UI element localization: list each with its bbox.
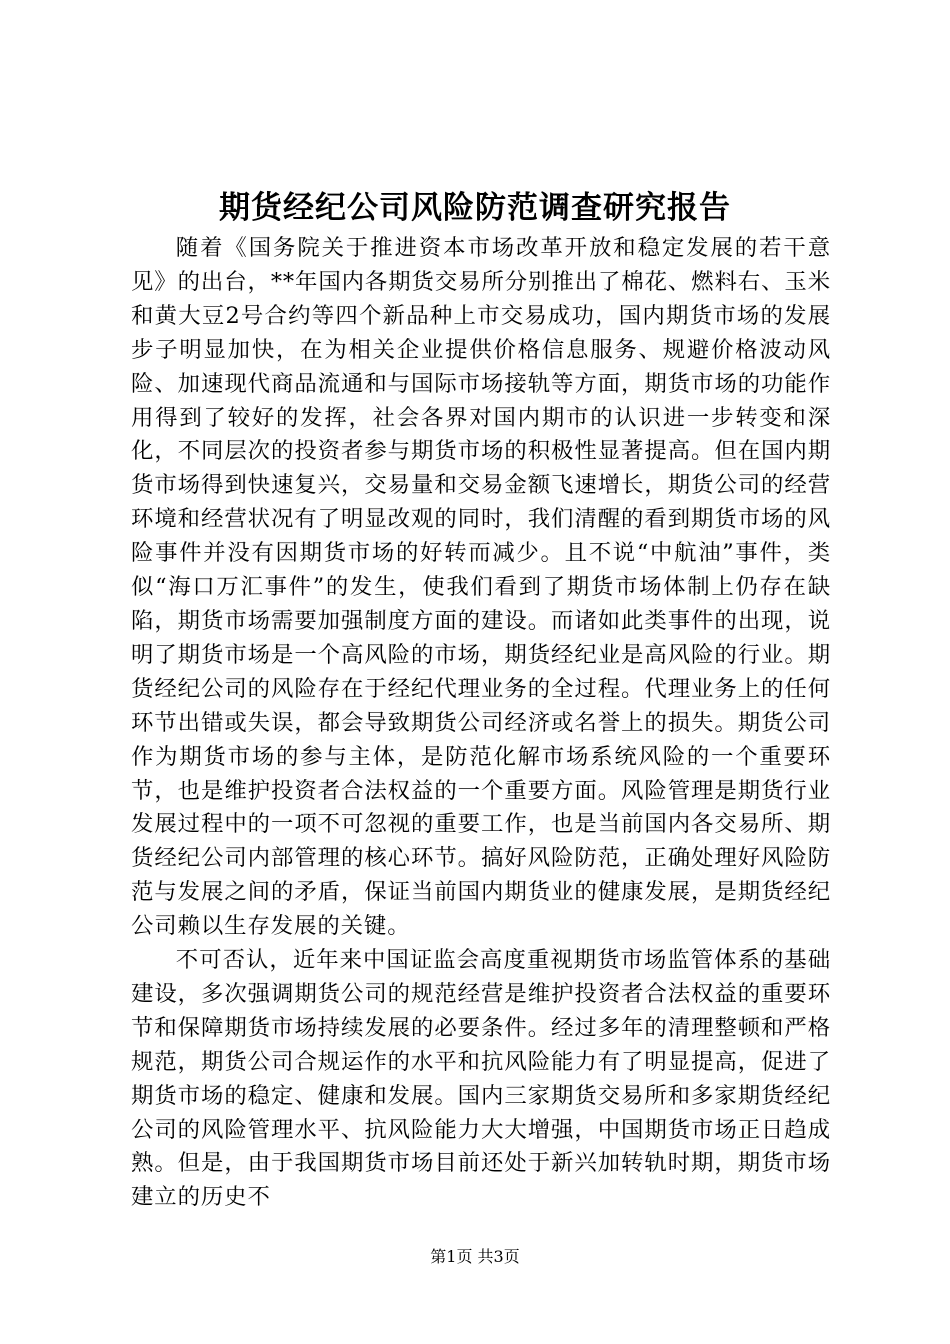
page-number-footer: 第1页 共3页 — [430, 1247, 520, 1266]
paragraph-2: 不可否认，近年来中国证监会高度重视期货市场监管体系的基础建设，多次强调期货公司的规范经营是维护投资者合法权益的重要环节和保障期货市场持续发展的必要条件。经过多年的清理整顿和严格规范，期货公司合规运作的水平和抗风险能力有了明显提高，促进了期货市场的稳定、健康和发展。国内三家期货交易所和多家期货经纪公司的风险管理水平、抗风险能力大大增强，中国期货市场正日趋成熟。但是，由于我国期货市场目前还处于新兴加转轨时期，期货市场建立的历史不 — [131, 947, 831, 1211]
document-title: 期货经纪公司风险防范调查研究报告 — [219, 190, 731, 226]
document-body — [131, 232, 831, 1215]
paragraph-1: 随着《国务院关于推进资本市场改革开放和稳定发展的若干意见》的出台，**年国内各期货交易所分别推出了棉花、燃料右、玉米和黄大豆2号合约等四个新品种上市交易成功，国内期货市场的发展步子明显加快，在为相关企业提供价格信息服务、规避价格波动风险、加速现代商品流通和与国际市场接轨等方面，期货市场的功能作用得到了较好的发挥，社会各界对国内期市的认识进一步转变和深化，不同层次的投资者参与期货市场的积极性显著提高。但在国内期货市场得到快速复兴，交易量和交易金额飞速增长，期货公司的经营环境和经营状况有了明显改观的同时，我们清醒的看到期货市场的风险事件并没有因期货市场的好转而减少。且不说“中航油”事件，类似“海口万汇事件”的发生，使我们看到了期货市场体制上仍存在缺陷，期货市场需要加强制度方面的建设。而诸如此类事件的出现，说明了期货市场是一个高风险的市场，期货经纪业是高风险的行业。期货经纪公司的风险存在于经纪代理业务的全过程。代理业务上的任何环节出错或失误，都会导致期货公司经济或名誉上的损失。期货公司作为期货市场的参与主体，是防范化解市场系统风险的一个重要环节，也是维护投资者合法权益的一个重要方面。风险管理是期货行业发展过程中的一项不可忽视的重要工作，也是当前国内各交易所、期货经纪公司内部管理的核心环节。搞好风险防范，正确处理好风险防范与发展之间的矛盾，保证当前国内期货业的健康发展，是期货经纪公司赖以生存发展的关键。 — [131, 235, 831, 940]
